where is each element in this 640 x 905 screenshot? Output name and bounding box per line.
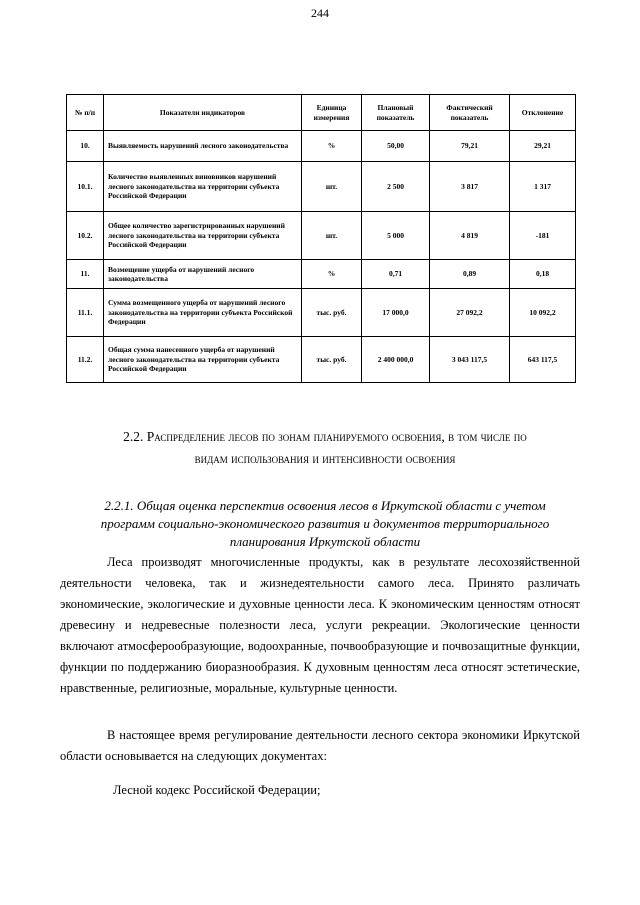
section-heading-line: видам использования и интенсивности освоения: [194, 451, 456, 466]
header-num: № п/п: [67, 95, 104, 131]
table-row: [67, 289, 576, 337]
table-header-row: [67, 95, 576, 131]
row-fact: 3 043 117,5: [430, 337, 510, 383]
table-row: [67, 212, 576, 260]
subsection-heading-line: планирования Иркутской области: [229, 534, 421, 549]
table-row: [67, 260, 576, 289]
row-deviation: 0,18: [510, 260, 576, 289]
subsection-heading-line: программ социально-экономического развития и документов территориального: [100, 516, 550, 531]
table-row: [67, 131, 576, 162]
row-fact: 3 817: [430, 162, 510, 212]
row-name: Количество выявленных виновников нарушений лесного законодательства на территории субъекта Российской Федерации: [104, 162, 302, 212]
row-name: Возмещение ущерба от нарушений лесного законодательства: [104, 260, 302, 289]
row-unit: шт.: [302, 212, 362, 260]
list-item-forest-code: Лесной кодекс Российской Федерации;: [113, 783, 321, 797]
row-num: 11.1.: [67, 289, 104, 337]
header-plan: Плановый показатель: [362, 95, 430, 131]
row-name: Общее количество зарегистрированных нарушений лесного законодательства на территории субъекта Российской Федерации: [104, 212, 302, 260]
row-unit: тыс. руб.: [302, 337, 362, 383]
row-num: 10.2.: [67, 212, 104, 260]
row-fact: 27 092,2: [430, 289, 510, 337]
section-heading-line: 2.2. Распределение лесов по зонам планируемого освоения, в том числе по: [123, 429, 527, 444]
row-deviation: 1 317: [510, 162, 576, 212]
row-num: 10.1.: [67, 162, 104, 212]
subsection-heading: [60, 497, 590, 551]
row-plan: 50,00: [362, 131, 430, 162]
row-unit: шт.: [302, 162, 362, 212]
row-fact: 79,21: [430, 131, 510, 162]
row-plan: 5 000: [362, 212, 430, 260]
header-fact: Фактический показатель: [430, 95, 510, 131]
indicators-table: [66, 94, 576, 383]
row-deviation: -181: [510, 212, 576, 260]
subsection-heading-line: 2.2.1. Общая оценка перспектив освоения лесов в Иркутской области с учетом: [104, 498, 546, 513]
row-deviation: 29,21: [510, 131, 576, 162]
row-name: Общая сумма нанесенного ущерба от нарушений лесного законодательства на территории субъекта Российской Федерации: [104, 337, 302, 383]
row-plan: 17 000,0: [362, 289, 430, 337]
row-fact: 0,89: [430, 260, 510, 289]
header-unit: Единица измерения: [302, 95, 362, 131]
page-number: 244: [311, 6, 329, 20]
paragraph-regulation-documents: В настоящее время регулирование деятельности лесного сектора экономики Иркутской области основывается на следующих документах:: [60, 728, 580, 763]
table-row: [67, 162, 576, 212]
row-num: 11.: [67, 260, 104, 289]
header-indicator: Показатели индикаторов: [104, 95, 302, 131]
row-num: 11.2.: [67, 337, 104, 383]
row-name: Сумма возмещенного ущерба от нарушений лесного законодательства на территории субъекта Российской Федерации: [104, 289, 302, 337]
row-unit: %: [302, 260, 362, 289]
paragraph-forest-values: Леса производят многочисленные продукты, как в результате лесохозяйственной деятельности человека, так и жизнедеятельности самого леса. Принято различать экономические, экологические и духовные ценности леса. К экономическим ценностям относят древесину и недревесные полезности леса, услуги рекреации. Экологические ценности включают атмосферообразующие, водоохранные, почвообразующие и почвозащитные функции, функции по поддержанию биоразнообразия. К духовным ценностям леса относят эстетические, нравственные, религиозные, моральные, культурные ценности.: [60, 555, 580, 695]
row-deviation: 10 092,2: [510, 289, 576, 337]
row-unit: тыс. руб.: [302, 289, 362, 337]
row-num: 10.: [67, 131, 104, 162]
row-fact: 4 819: [430, 212, 510, 260]
header-deviation: Отклонение: [510, 95, 576, 131]
row-unit: %: [302, 131, 362, 162]
row-deviation: 643 117,5: [510, 337, 576, 383]
row-plan: 0,71: [362, 260, 430, 289]
table-row: [67, 337, 576, 383]
section-heading: [60, 426, 590, 470]
row-plan: 2 400 000,0: [362, 337, 430, 383]
row-name: Выявляемость нарушений лесного законодательства: [104, 131, 302, 162]
row-plan: 2 500: [362, 162, 430, 212]
